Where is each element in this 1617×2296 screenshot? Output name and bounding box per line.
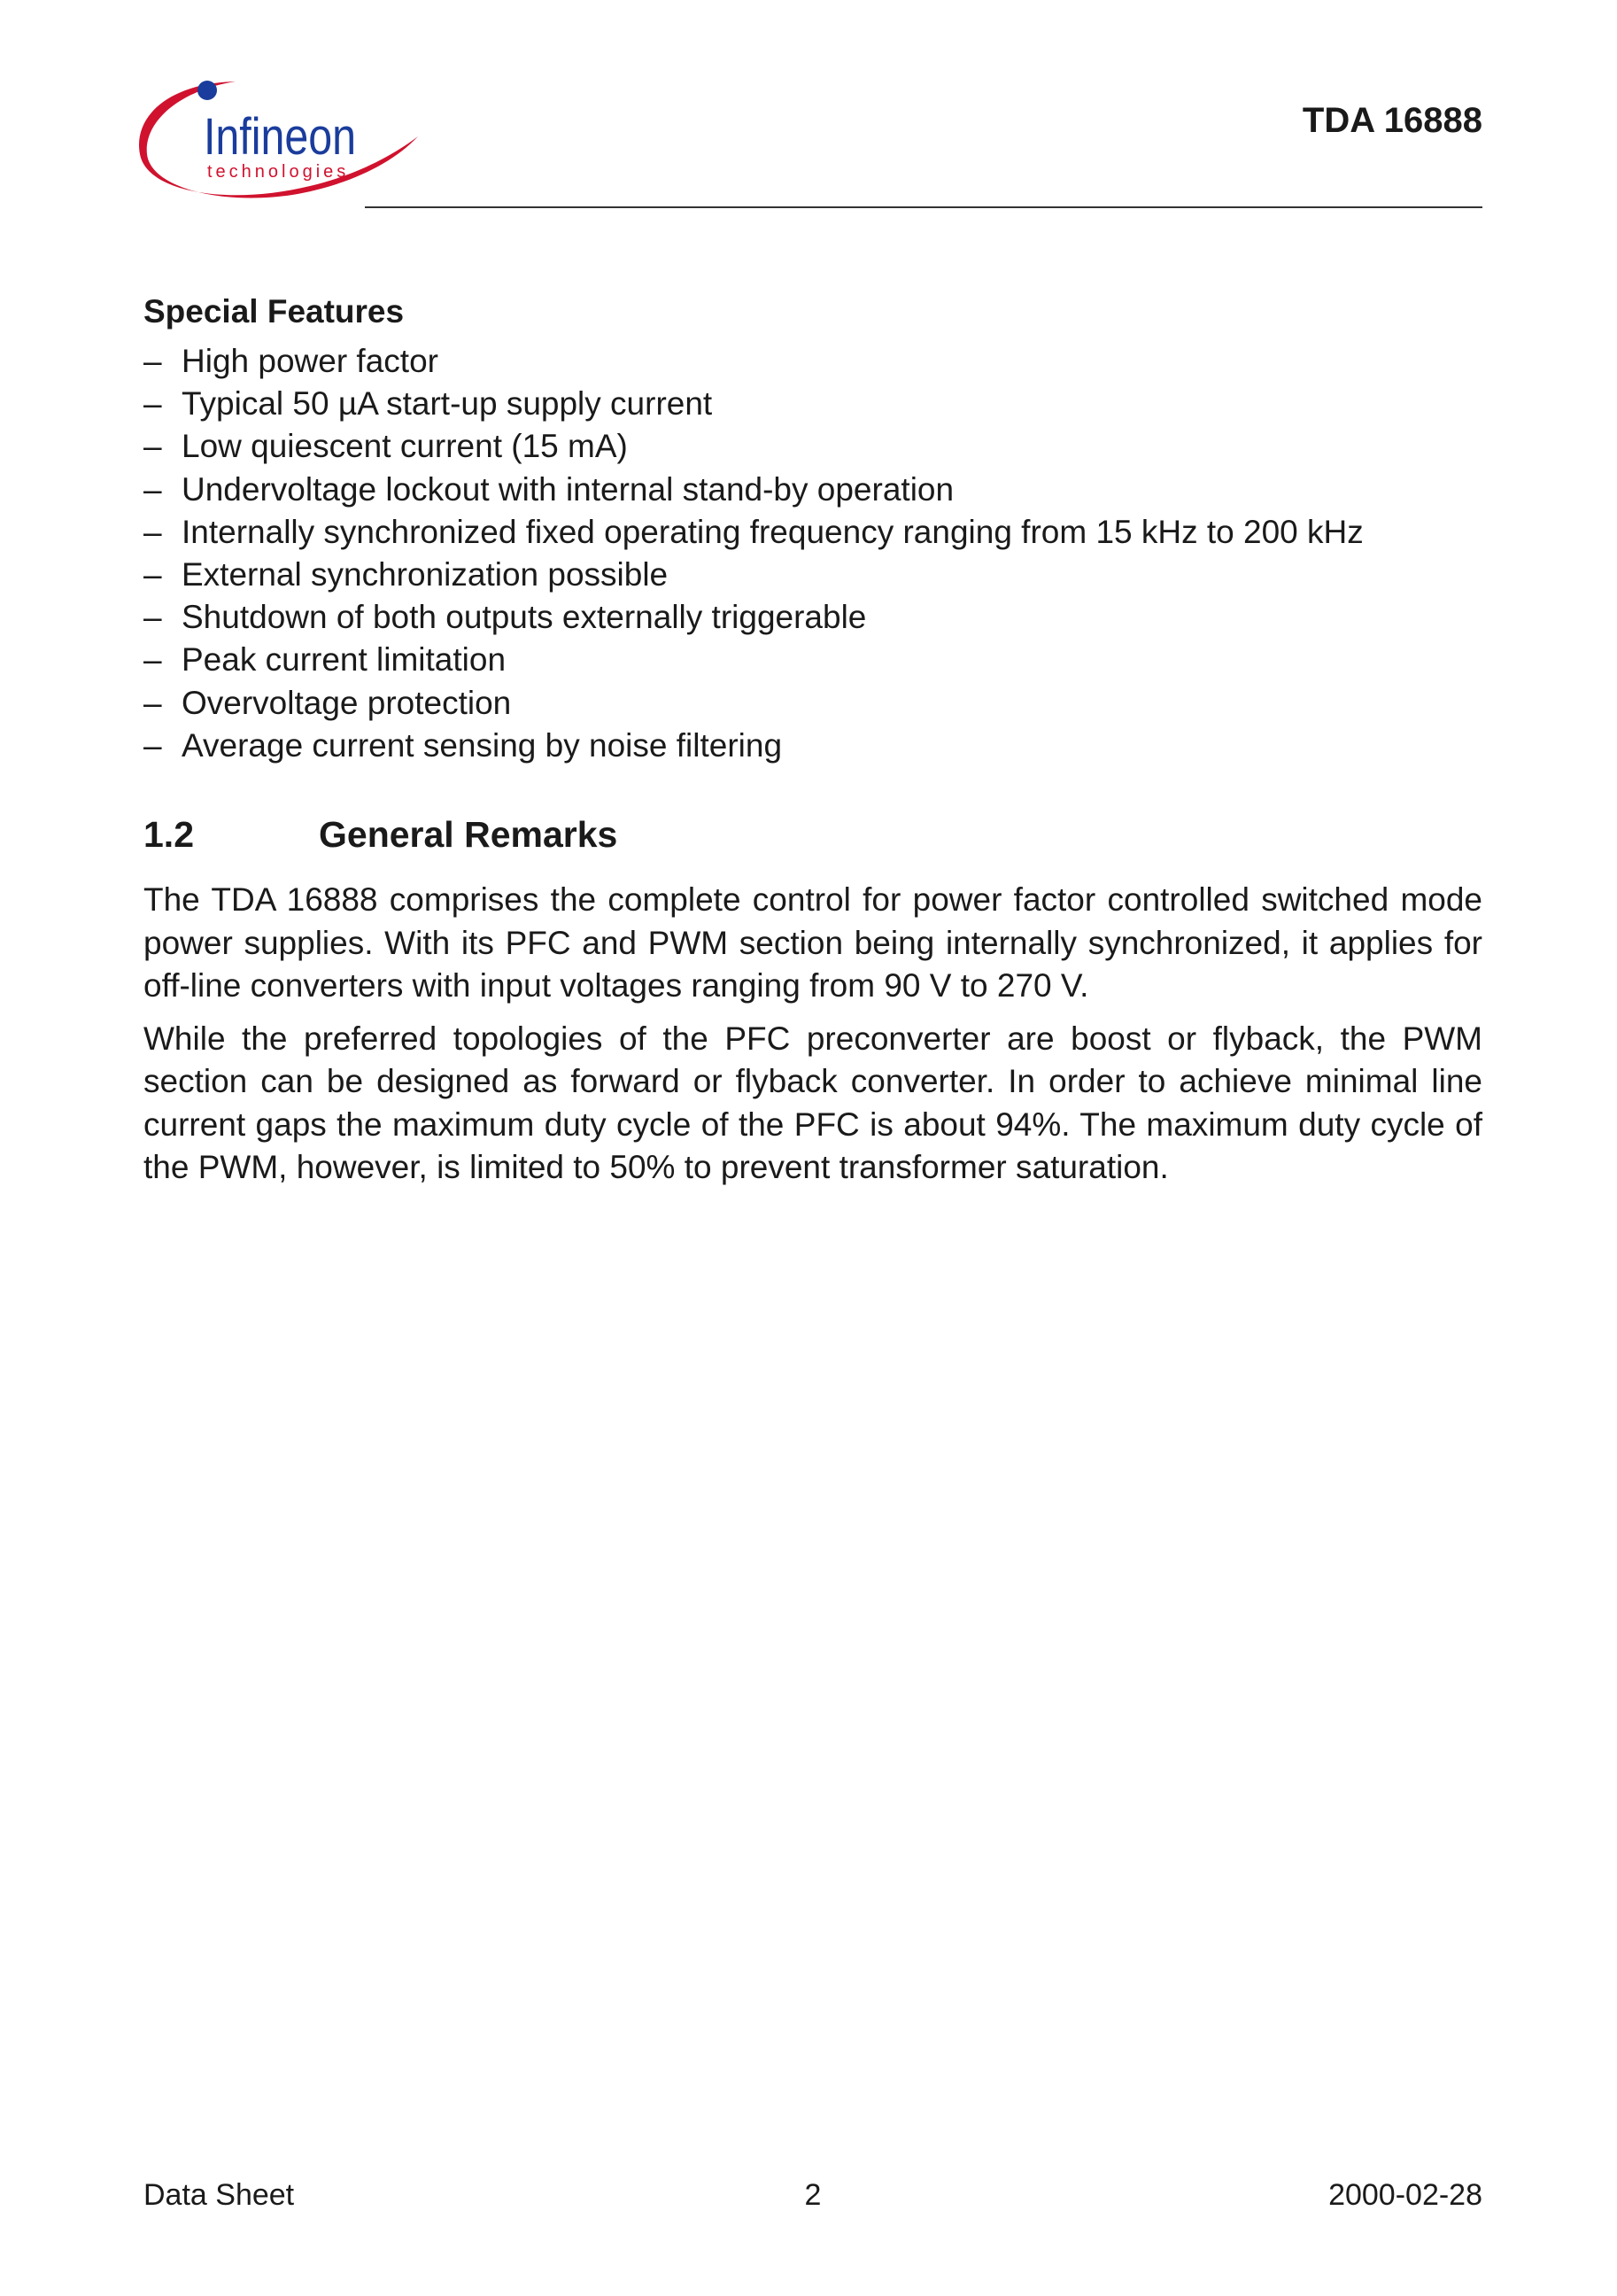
dash-bullet: –	[143, 726, 162, 764]
feature-text: External synchronization possible	[182, 556, 669, 593]
feature-list	[143, 340, 1482, 767]
dash-bullet: –	[143, 343, 162, 379]
feature-text: Overvoltage protection	[182, 684, 512, 721]
paragraph: While the preferred topologies of the PFC preconverter are boost or flyback, the PWM section can be designed as forward or flyback converter. In order to achieve minimal line current gaps the maximum duty cycle of the PFC is about 94%. The maximum duty cycle of the PWM, however, is limited to 50% to prevent transformer saturation.	[143, 1020, 1482, 1186]
header-rule	[365, 206, 1482, 208]
document-id: TDA 16888	[1302, 101, 1482, 140]
logo-tagline: technologies	[207, 162, 350, 182]
list-item	[143, 554, 1482, 596]
list-item	[143, 639, 1482, 681]
feature-text: Shutdown of both outputs externally triggerable	[182, 599, 867, 636]
dash-bullet: –	[143, 513, 162, 550]
logo-word: Infineon	[204, 108, 356, 166]
feature-text: Internally synchronized fixed operating frequency ranging from 15 kHz to 200 kHz	[182, 513, 1364, 550]
feature-text: Peak current limitation	[182, 641, 507, 679]
list-item	[143, 425, 1482, 468]
feature-text: Average current sensing by noise filtering	[182, 726, 783, 764]
paragraph: The TDA 16888 comprises the complete control for power factor controlled switched mode power supplies. With its PFC and PWM section being internally synchronized, it applies for off-line converters with input voltages ranging from 90 V to 270 V.	[143, 881, 1482, 1004]
dash-bullet: –	[143, 684, 162, 721]
feature-text: Low quiescent current (15 mA)	[182, 428, 628, 465]
dash-bullet: –	[143, 641, 162, 679]
feature-text: High power factor	[182, 343, 438, 379]
feature-text: Undervoltage lockout with internal stand-by operation	[182, 470, 955, 508]
section-number: 1.2	[143, 814, 194, 856]
list-item	[143, 469, 1482, 511]
page-number: 2	[804, 2178, 822, 2212]
special-features-heading: Special Features	[143, 293, 405, 330]
dash-bullet: –	[143, 470, 162, 508]
dash-bullet: –	[143, 556, 162, 593]
infineon-logo	[133, 73, 434, 214]
list-item	[143, 596, 1482, 639]
page-content	[143, 292, 1482, 1199]
list-item	[143, 725, 1482, 767]
list-item	[143, 511, 1482, 554]
logo-dot	[197, 81, 217, 100]
dash-bullet: –	[143, 599, 162, 636]
list-item	[143, 682, 1482, 725]
dash-bullet: –	[143, 428, 162, 465]
footer-date: 2000-02-28	[1328, 2178, 1482, 2212]
footer-doc-type: Data Sheet	[143, 2178, 295, 2212]
list-item	[143, 340, 1482, 383]
section-heading	[143, 813, 1482, 856]
feature-text: Typical 50 µA start-up supply current	[182, 385, 713, 423]
section-title: General Remarks	[319, 814, 618, 856]
dash-bullet: –	[143, 385, 162, 423]
list-item	[143, 383, 1482, 425]
